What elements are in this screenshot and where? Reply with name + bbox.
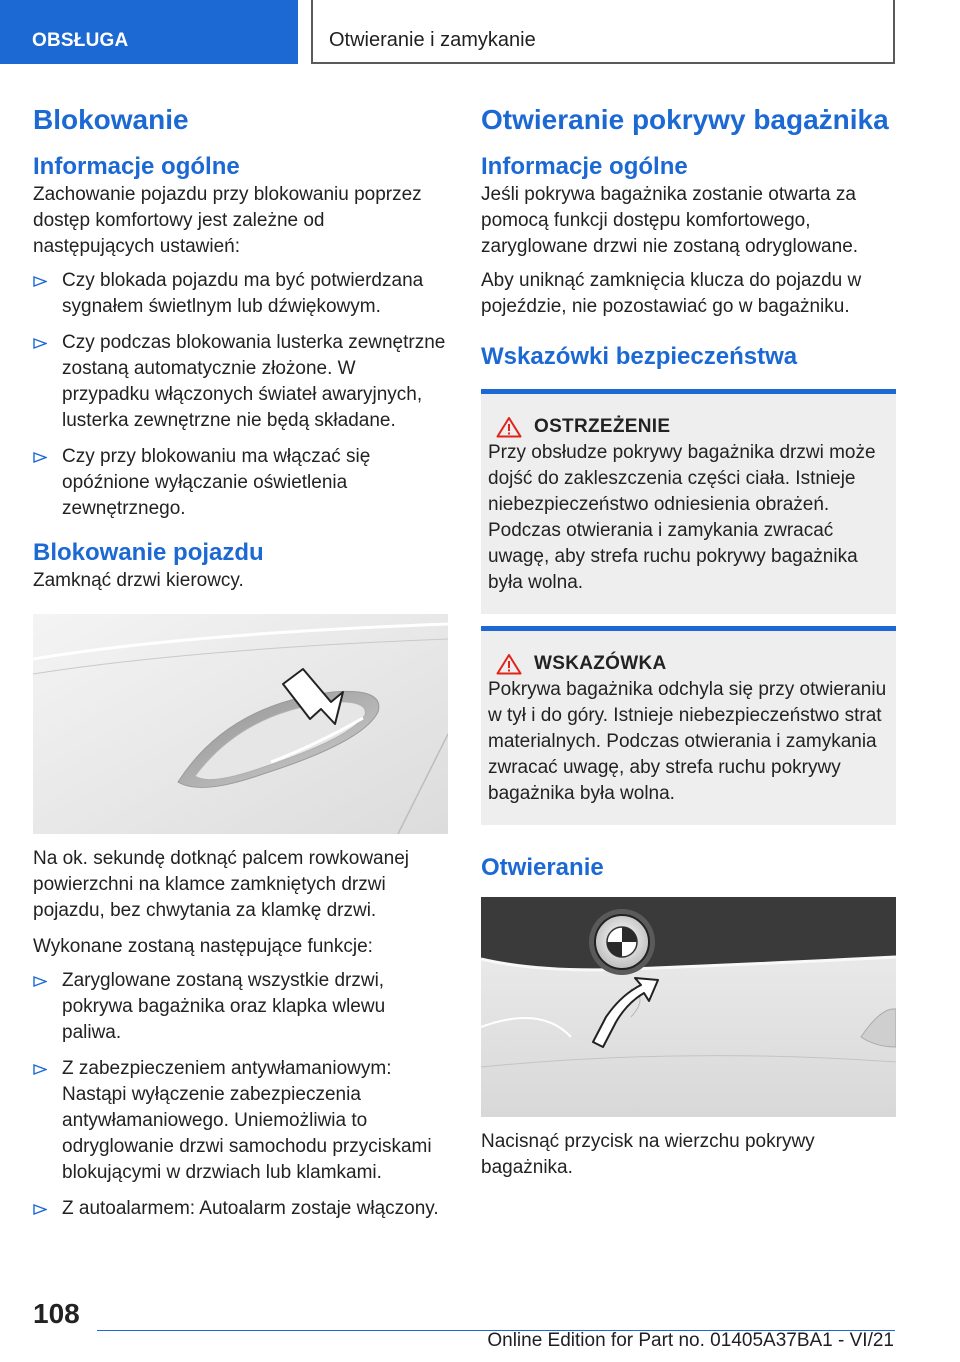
warning-text: Przy obsłudze pokrywy bagażnika drzwi może dojść do zakleszczenia części ciała. Istnieje niebezpieczeństwo odniesienia obrażeń. Podczas otwierania i zamykania zwracać uwagę, aby strefa ruchu pokrywy bagażnika była wolna. <box>488 442 876 593</box>
notice-text: Pokrywa bagażnika odchyla się przy otwieraniu w tył i do góry. Istnieje niebezpieczeństwo strat materialnych. Podczas otwierania i zamykania zwracać uwagę, aby strefa ruchu pokrywy bagażnika była wolna. <box>488 679 887 804</box>
functions-list <box>33 968 448 1222</box>
page-number: 108 <box>33 1298 80 1329</box>
safety-heading: Wskazówki bezpieczeństwa <box>481 343 798 370</box>
warning-title: OSTRZEŻENIE <box>534 416 671 437</box>
bullet-arrow-icon <box>33 1204 47 1215</box>
lock-vehicle-heading: Blokowanie pojazdu <box>33 539 264 566</box>
general-info-heading-right: Informacje ogólne <box>481 153 688 180</box>
door-handle-illustration <box>33 614 448 834</box>
left-column <box>33 102 448 1232</box>
settings-list <box>33 268 448 522</box>
bullet-arrow-icon <box>33 976 47 987</box>
notice-box <box>481 626 896 825</box>
touch-handle-text: Na ok. sekundę dotknąć palcem rowkowanej powierzchni na klamce zamkniętych drzwi pojazdu, bez chwytania za klamkę drzwi. <box>33 848 409 921</box>
trunk-opening-heading: Otwieranie pokrywy bagażnika <box>481 104 889 135</box>
list-item: Czy podczas blokowania lusterka zewnętrzne zostaną automatycznie złożone. W przypadku włączonych świateł awaryjnych, lusterka zewnętrzne nie będą składane. <box>33 330 448 434</box>
general-info-heading: Informacje ogólne <box>33 153 240 180</box>
footer-edition: Online Edition for Part no. 01405A37BA1 - VI/21 <box>487 1330 894 1351</box>
right-column <box>481 102 896 1181</box>
list-item: Z zabezpieczeniem antywłamaniowym: Nastąpi wyłączenie zabezpieczenia antywłamaniowego. Uniemożliwia to odryglowanie drzwi samochodu przyciskami blokującymi w drzwiach lub klamkami. <box>33 1056 448 1186</box>
functions-intro: Wykonane zostaną następujące funkcje: <box>33 936 373 957</box>
bullet-arrow-icon <box>33 338 47 349</box>
general-info-text-2: Aby uniknąć zamknięcia klucza do pojazdu w pojeździe, nie pozostawiać go w bagażniku. <box>481 270 862 317</box>
notice-title: WSKAZÓWKA <box>534 653 667 674</box>
general-info-text: Zachowanie pojazdu przy blokowaniu poprzez dostęp komfortowy jest zależne od następujących ustawień: <box>33 184 422 257</box>
locking-heading: Blokowanie <box>33 104 189 135</box>
warning-triangle-icon <box>496 416 522 438</box>
warning-triangle-icon <box>496 653 522 675</box>
general-info-text-1: Jeśli pokrywa bagażnika zostanie otwarta za pomocą funkcji dostępu komfortowego, zaryglowane drzwi nie zostaną odryglowane. <box>481 184 859 257</box>
list-item: Czy przy blokowaniu ma włączać się opóźnione wyłączanie oświetlenia zewnętrznego. <box>33 444 448 522</box>
chapter-title: Otwieranie i zamykanie <box>329 29 536 51</box>
section-title: OBSŁUGA <box>32 30 129 51</box>
bullet-arrow-icon <box>33 452 47 463</box>
list-item: Zaryglowane zostaną wszystkie drzwi, pokrywa bagażnika oraz klapka wlewu paliwa. <box>33 968 448 1046</box>
warning-box <box>481 389 896 614</box>
list-item: Z autoalarmem: Autoalarm zostaje włączony. <box>33 1196 448 1222</box>
opening-heading: Otwieranie <box>481 854 604 881</box>
trunk-button-illustration <box>481 897 896 1117</box>
press-button-text: Nacisnąć przycisk na wierzchu pokrywy bagażnika. <box>481 1131 815 1178</box>
bullet-arrow-icon <box>33 276 47 287</box>
lock-vehicle-text: Zamknąć drzwi kierowcy. <box>33 570 244 591</box>
list-item: Czy blokada pojazdu ma być potwierdzana sygnałem świetlnym lub dźwiękowym. <box>33 268 448 320</box>
section-tab <box>0 0 298 64</box>
chapter-box <box>311 0 895 64</box>
bullet-arrow-icon <box>33 1064 47 1075</box>
